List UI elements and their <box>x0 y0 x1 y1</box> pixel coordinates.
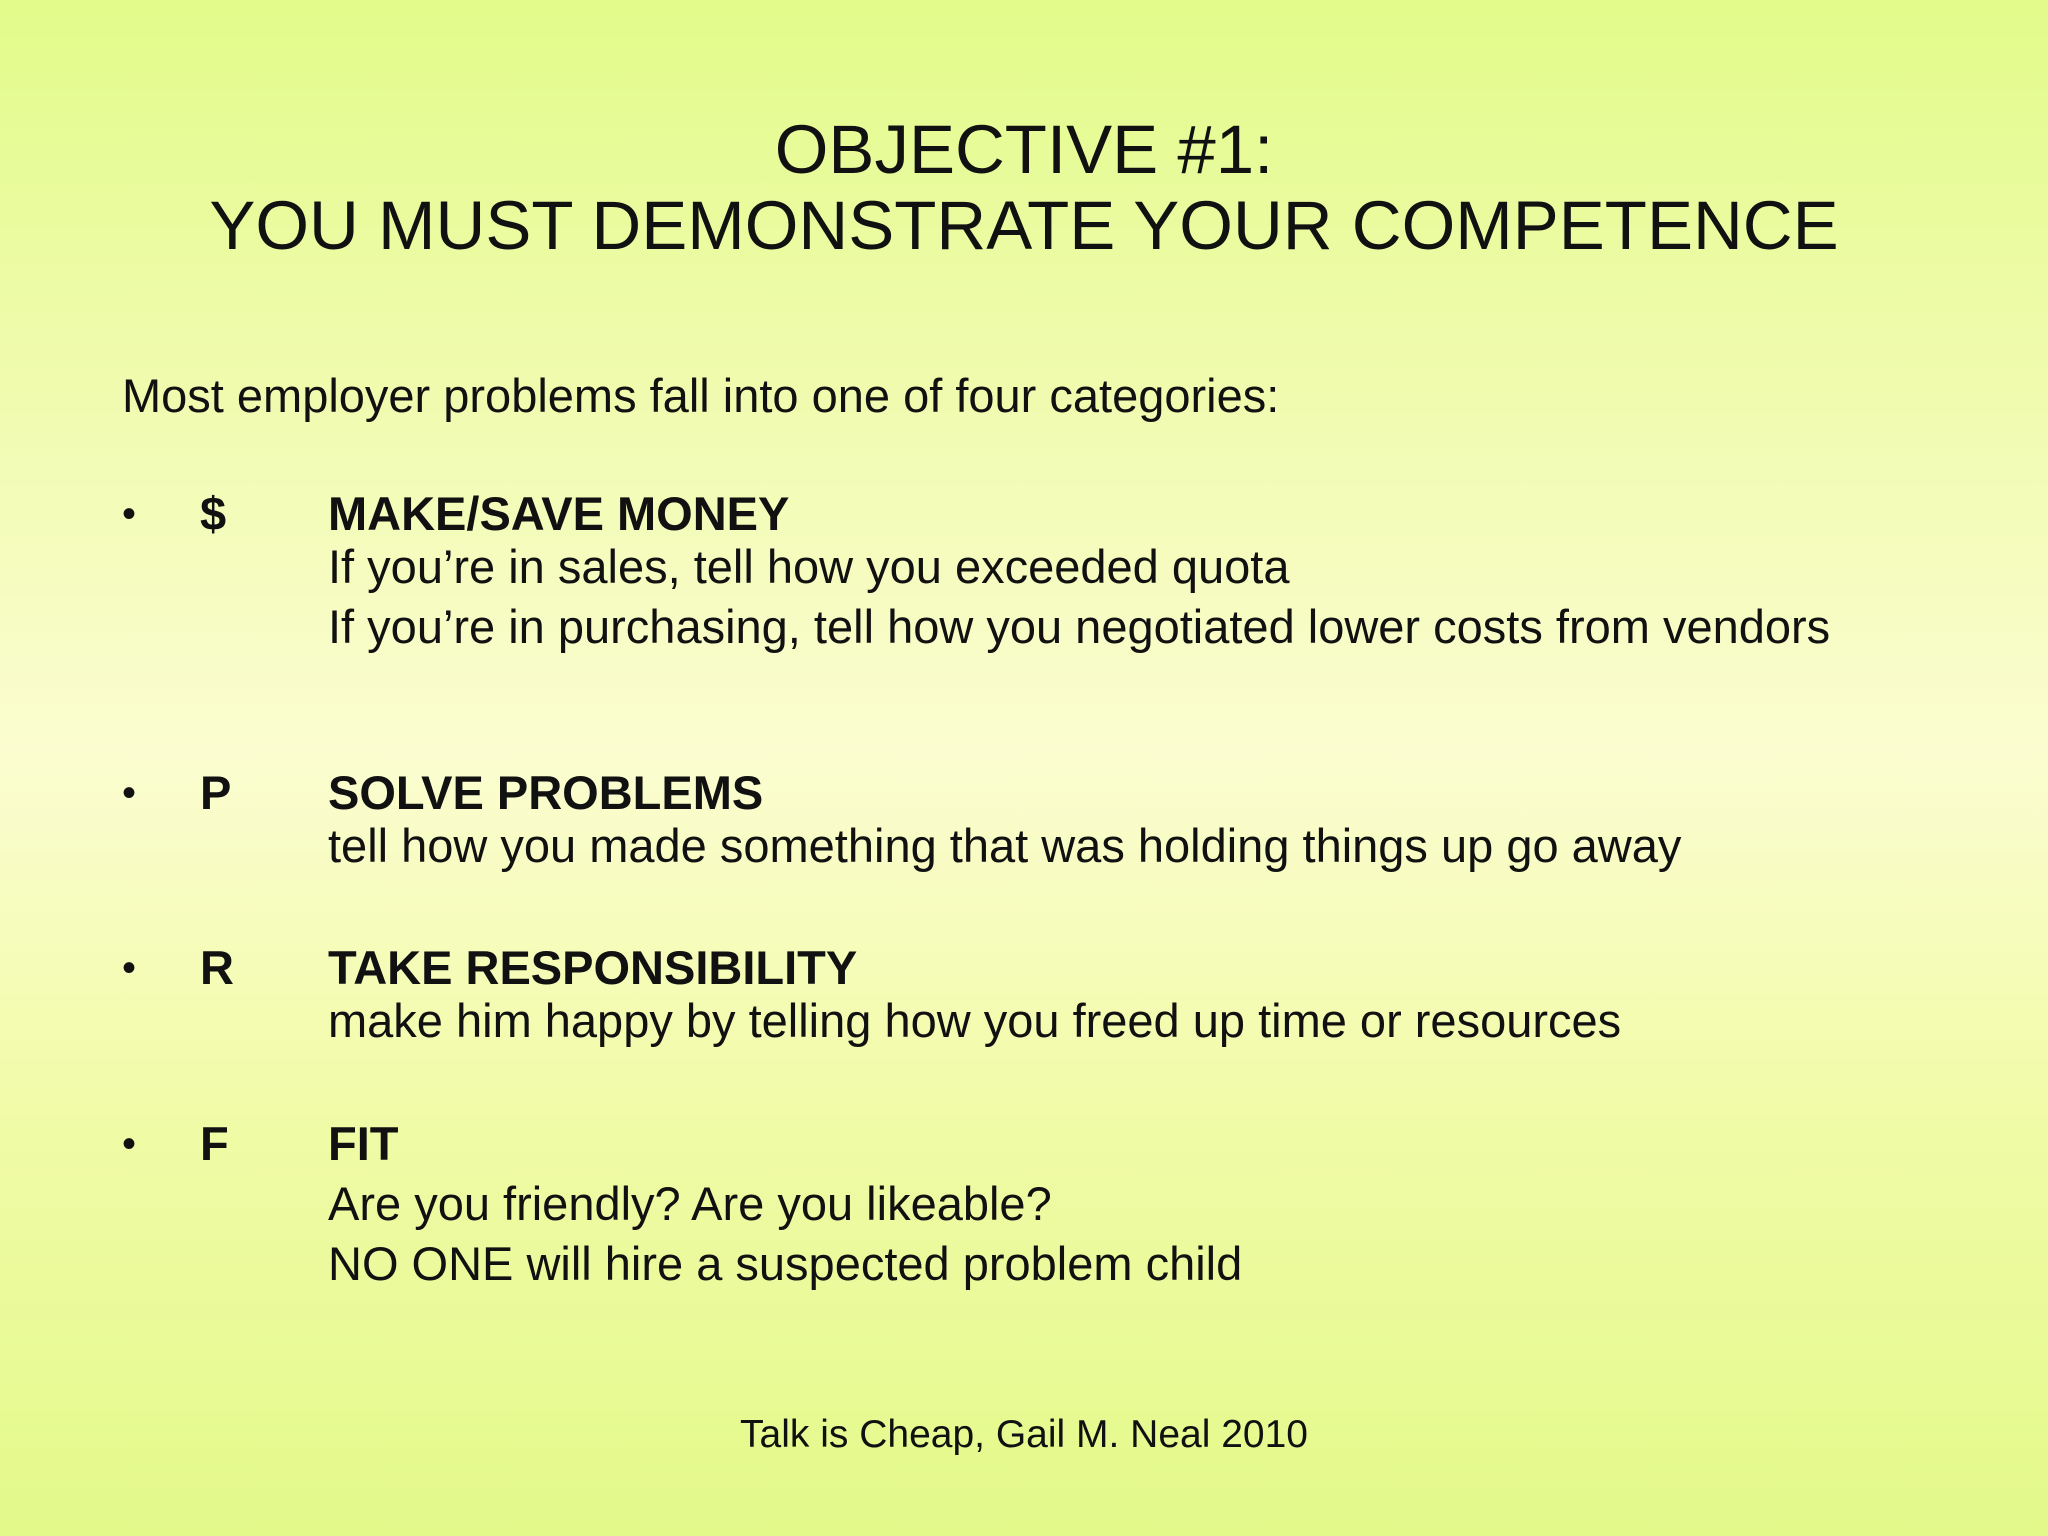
category-letter: P <box>200 766 232 819</box>
category-content <box>328 484 1888 653</box>
category-detail: If you’re in purchasing, tell how you negotiated lower costs from vendors <box>328 600 1831 653</box>
category-heading: MAKE/SAVE MONEY <box>328 487 790 540</box>
intro-text: Most employer problems fall into one of four categories: <box>122 369 1280 422</box>
category-detail: make him happy by telling how you freed up time or resources <box>328 994 1622 1047</box>
category-heading: FIT <box>328 1117 399 1170</box>
bullet: • <box>122 1122 137 1166</box>
category-detail: If you’re in sales, tell how you exceeded quota <box>328 540 1290 593</box>
category-content <box>328 1114 1888 1294</box>
category-heading: SOLVE PROBLEMS <box>328 766 764 819</box>
category-detail: tell how you made something that was holding things up go away <box>328 819 1682 872</box>
slide-footer-citation: Talk is Cheap, Gail M. Neal 2010 <box>740 1413 1308 1456</box>
category-letter: R <box>200 941 234 994</box>
slide-title-line-1: OBJECTIVE #1: <box>774 111 1274 188</box>
bullet: • <box>122 946 137 990</box>
category-content <box>328 938 1888 1047</box>
slide-title <box>0 112 2048 264</box>
category-content <box>328 763 1888 872</box>
bullet: • <box>122 492 137 536</box>
category-detail: NO ONE will hire a suspected problem child <box>328 1237 1243 1290</box>
slide-title-line-2: YOU MUST DEMONSTRATE YOUR COMPETENCE <box>209 187 1839 264</box>
category-letter: F <box>200 1117 229 1170</box>
category-letter: $ <box>200 487 227 540</box>
bullet: • <box>122 771 137 815</box>
category-heading: TAKE RESPONSIBILITY <box>328 941 858 994</box>
category-detail: Are you friendly? Are you likeable? <box>328 1177 1052 1230</box>
